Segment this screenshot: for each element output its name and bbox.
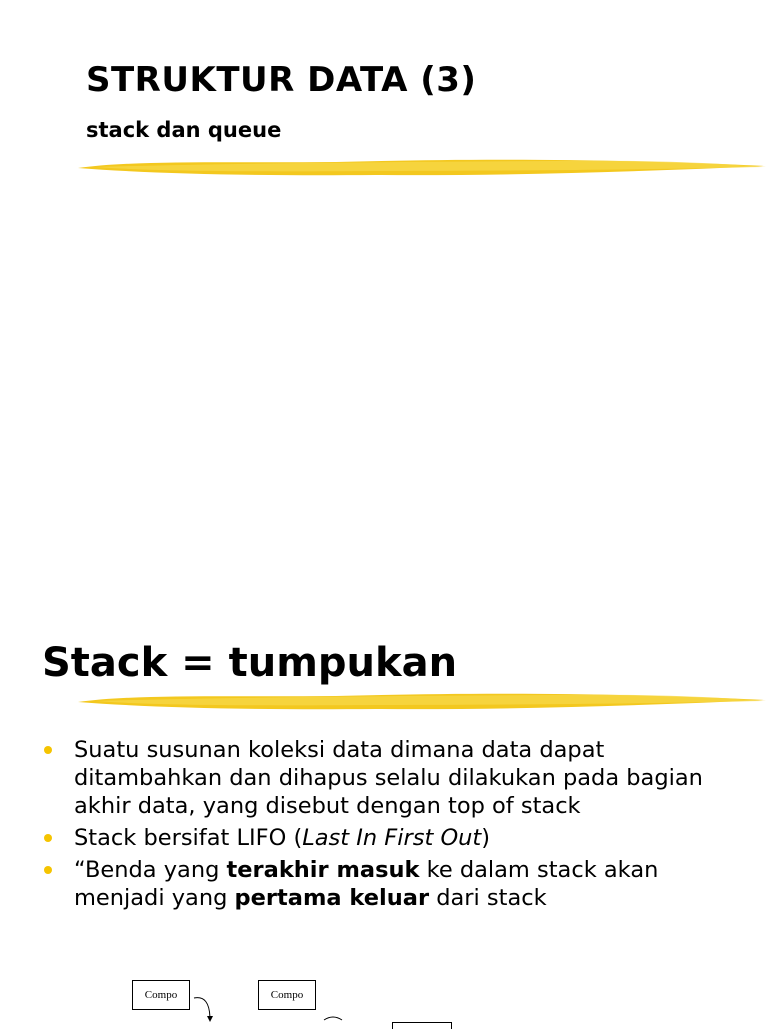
- curved-arrow-icon: [322, 1014, 346, 1024]
- diagram-box: Compo: [258, 980, 316, 1010]
- bullet-item: [40, 736, 750, 820]
- bullet-dot-icon: [44, 866, 52, 874]
- slide-stack-heading: Stack = tumpukan: [42, 640, 458, 686]
- bullet-item: [40, 856, 750, 912]
- bullet-text: “Benda yang terakhir masuk ke dalam stack akan menjadi yang pertama keluar dari stack: [74, 857, 659, 911]
- brush-stroke-decoration: [76, 154, 768, 180]
- slide-subtitle: stack dan queue: [86, 118, 282, 142]
- curved-arrow-icon: [190, 992, 220, 1024]
- bullet-text: Stack bersifat LIFO (Last In First Out): [74, 825, 491, 851]
- bullet-list: [40, 736, 750, 916]
- slide-title-heading: STRUKTUR DATA (3): [86, 60, 477, 100]
- bullet-text: Suatu susunan koleksi data dimana data dapat ditambahkan dan dihapus selalu dilakukan pada bagian akhir data, yang disebut dengan top of stack: [74, 737, 703, 819]
- brush-stroke-decoration: [76, 688, 768, 714]
- slide-stack: [0, 600, 768, 1024]
- bullet-dot-icon: [44, 746, 52, 754]
- bullet-item: [40, 824, 750, 852]
- diagram-box: Compo: [132, 980, 190, 1010]
- bullet-dot-icon: [44, 834, 52, 842]
- diagram-box: [392, 1022, 452, 1029]
